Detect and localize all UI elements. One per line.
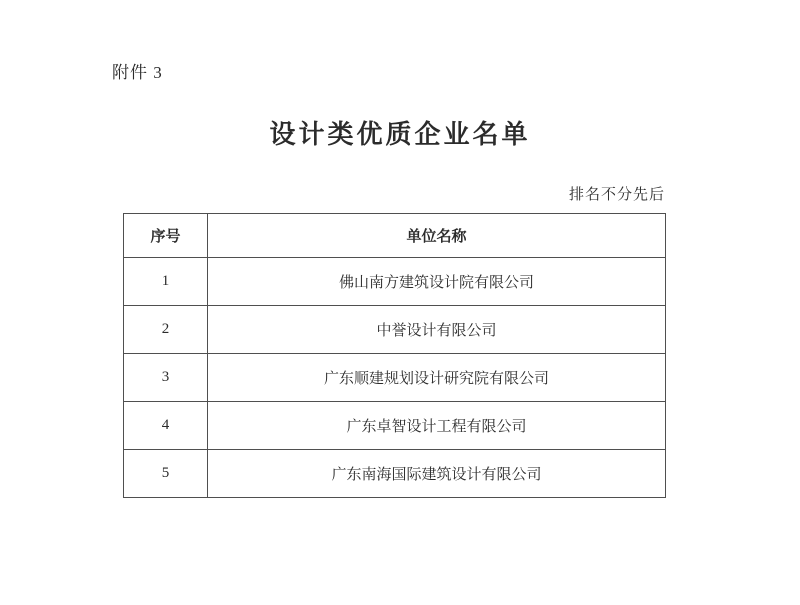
row-serial-number: 2 (124, 306, 208, 354)
row-company-name: 广东南海国际建筑设计有限公司 (208, 450, 666, 498)
ranking-note: 排名不分先后 (568, 187, 665, 203)
table-row (124, 306, 666, 354)
header-unit-name: 单位名称 (208, 214, 666, 258)
row-company-name: 广东卓智设计工程有限公司 (208, 402, 666, 450)
row-company-name: 广东顺建规划设计研究院有限公司 (208, 354, 666, 402)
row-serial-number: 3 (124, 354, 208, 402)
company-table (123, 213, 666, 498)
row-serial-number: 5 (124, 450, 208, 498)
table-header-row (124, 214, 666, 258)
row-serial-number: 4 (124, 402, 208, 450)
table-row (124, 354, 666, 402)
table-row (124, 258, 666, 306)
header-serial-number: 序号 (124, 214, 208, 258)
page-title: 设计类优质企业名单 (269, 120, 531, 149)
row-serial-number: 1 (124, 258, 208, 306)
table-row (124, 450, 666, 498)
row-company-name: 佛山南方建筑设计院有限公司 (208, 258, 666, 306)
attachment-label: 附件 3 (112, 63, 163, 82)
row-company-name: 中誉设计有限公司 (208, 306, 666, 354)
table-row (124, 402, 666, 450)
